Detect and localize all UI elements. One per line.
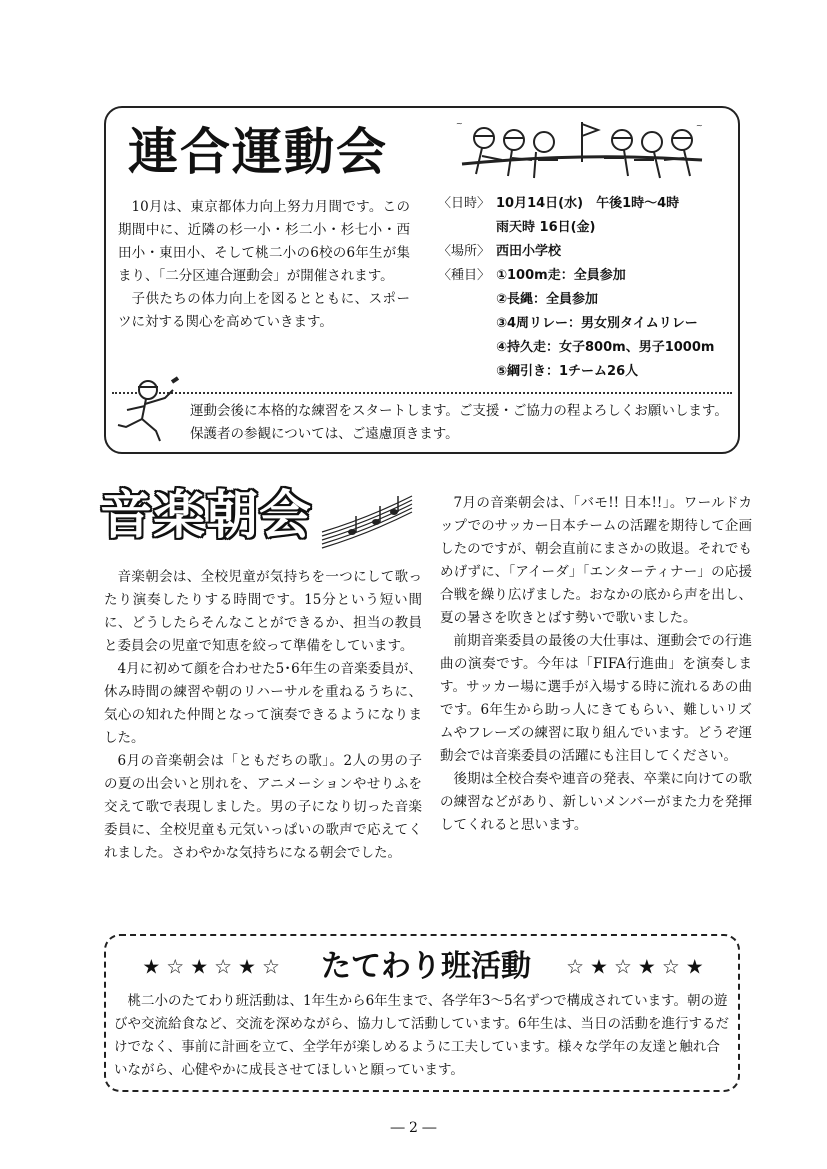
ongaku-heading: 音楽朝会 [100,486,313,546]
date-value: 10月14日(水) 午後1時～4時 [496,196,680,211]
page-number: ― 2 ― [390,1120,437,1136]
undokai-note-line: 運動会後に本格的な練習をスタートします。ご支援・ご協力の程よろしくお願いします。 [190,403,728,419]
ongaku-paragraph: 4月に初めて顔を合わせた5･6年生の音楽委員が、休み時間の練習や朝のリハーサルを重ねるうちに、気心の知れた仲間となって演奏できるようになりました。 [104,661,422,746]
event-item: ③4周リレー：男女別タイムリレー [496,316,698,331]
ongaku-paragraph: 後期は全校合奏や連音の発表、卒業に向けての歌の練習などがあり、新しいメンバーがまた力を発揮してくれると思います。 [440,771,752,833]
date-label: 〈日時〉 [438,196,491,211]
event-item: ②長縄：全員参加 [496,292,599,307]
svg-text:~: ~ [696,121,703,130]
undokai-intro [118,196,410,334]
undokai-note-line: 保護者の参観については、ご遠慮頂きます。 [190,426,459,442]
undokai-info [438,192,738,382]
svg-text:~: ~ [456,119,463,128]
star-decoration-left: ★☆★☆★☆ [142,954,286,979]
undokai-heading: 連合運動会 [128,123,388,181]
undokai-note [190,400,736,446]
tatewari-body [114,990,732,1082]
tug-of-war-illustration [452,112,714,192]
tatewari-heading: たてわり班活動 [321,948,531,984]
event-item: ⑤綱引き：1チーム26人 [496,364,639,379]
ongaku-left-column [104,566,422,865]
event-item: ①100m走：全員参加 [496,268,626,283]
event-item: ④持久走：女子800m、男子1000m [496,340,715,355]
tatewari-title-row [130,944,722,988]
tatewari-paragraph: 桃二小のたてわり班活動は、1年生から6年生まで、各学年3～5名ずつで構成されています。朝の遊びや交流給食など、交流を深めながら、協力して活動しています。6年生は、当日の活動を進行するだけでなく、事前に計画を立て、全学年が楽しめるように工夫しています。様々な学年の友達と触れ合いながら、心健やかに成長させてほしいと願っています。 [114,993,730,1078]
ongaku-paragraph: 音楽朝会は、全校児童が気持ちを一つにして歌ったり演奏したりする時間です。15分という短い間に、どうしたらそんなことができるか、担当の教員と委員会の児童で知恵を絞って準備をしています。 [104,569,422,654]
star-decoration-right: ☆★☆★☆★ [566,954,710,979]
dotted-divider [112,392,732,394]
music-staff-illustration [318,488,418,550]
place-value: 西田小学校 [496,244,562,259]
ongaku-paragraph: 7月の音楽朝会は、「バモ!! 日本!!」。ワールドカップでのサッカー日本チームの活躍を期待して企画したのですが、朝会直前にまさかの敗退。それでもめげずに、「アイーダ」「エンターティナー」の応援合戦を繰り広げました。おなかの底から声を出し、夏の暑さを吹きとばす勢いで歌いました。 [440,495,752,626]
rain-date-value: 雨天時 16日(金) [496,220,596,235]
ongaku-paragraph: 前期音楽委員の最後の大仕事は、運動会での行進曲の演奏です。今年は「FIFA行進曲」を演奏します。サッカー場に選手が入場する時に流れるあの曲です。6年生から助っ人にきてもらい、難しいリズムやフレーズの練習に取り組んでいます。どうぞ運動会では音楽委員の活躍にも注目してください。 [440,633,752,764]
place-label: 〈場所〉 [438,244,491,259]
events-label: 〈種目〉 [438,268,491,283]
ongaku-paragraph: 6月の音楽朝会は「ともだちの歌」。2人の男の子の夏の出会いと別れを、アニメーションやせりふを交えて歌で表現しました。男の子になり切った音楽委員に、全校児童も元気いっぱいの歌声で応えてくれました。さわやかな気持ちになる朝会でした。 [104,753,422,861]
undokai-intro-paragraph: 子供たちの体力向上を図るとともに、スポーツに対する関心を高めていきます。 [118,291,410,330]
undokai-intro-paragraph: 10月は、東京都体力向上努力月間です。この期間中に、近隣の杉一小・杉二小・杉七小・西田小・東田小、そして桃二小の6校の6年生が集まり、「二分区連合運動会」が開催されます。 [118,199,410,284]
ongaku-right-column [440,492,752,837]
relay-runner-illustration [108,376,190,446]
